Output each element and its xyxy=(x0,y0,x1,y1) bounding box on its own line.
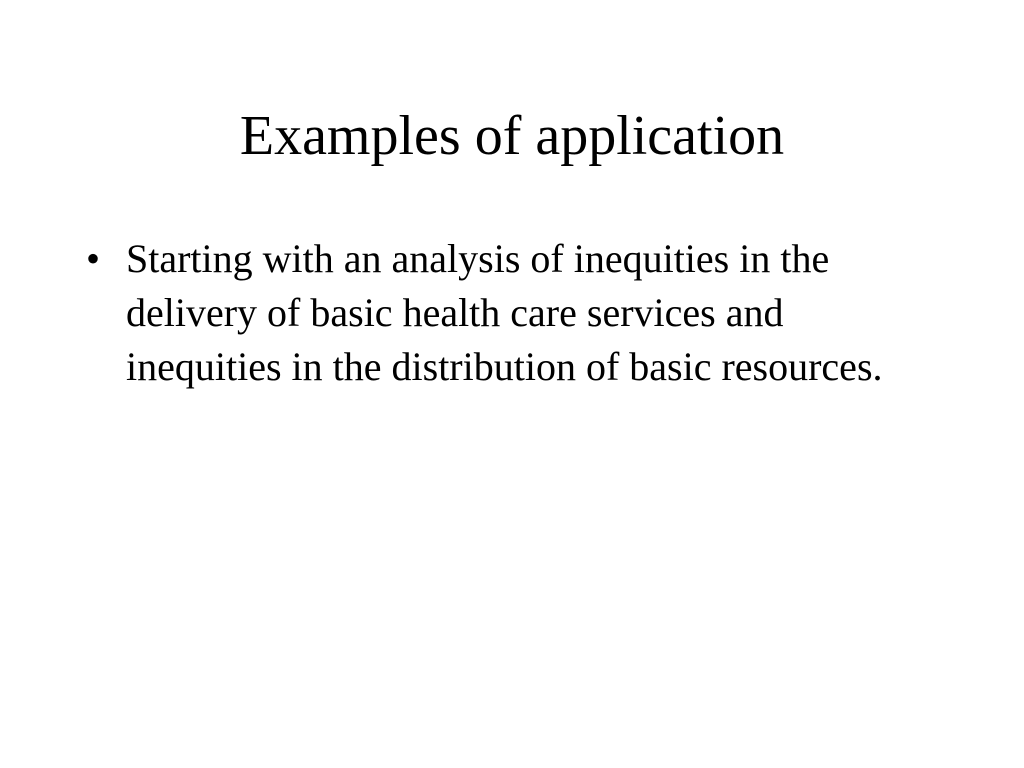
bullet-marker: • xyxy=(86,236,101,281)
slide-title: Examples of application xyxy=(239,105,785,167)
bullet-list xyxy=(86,232,946,394)
bullet-text: Starting with an analysis of inequities in the delivery of basic health care services and inequities in the distribution of basic resources. xyxy=(126,236,883,389)
bullet-item xyxy=(86,232,946,394)
